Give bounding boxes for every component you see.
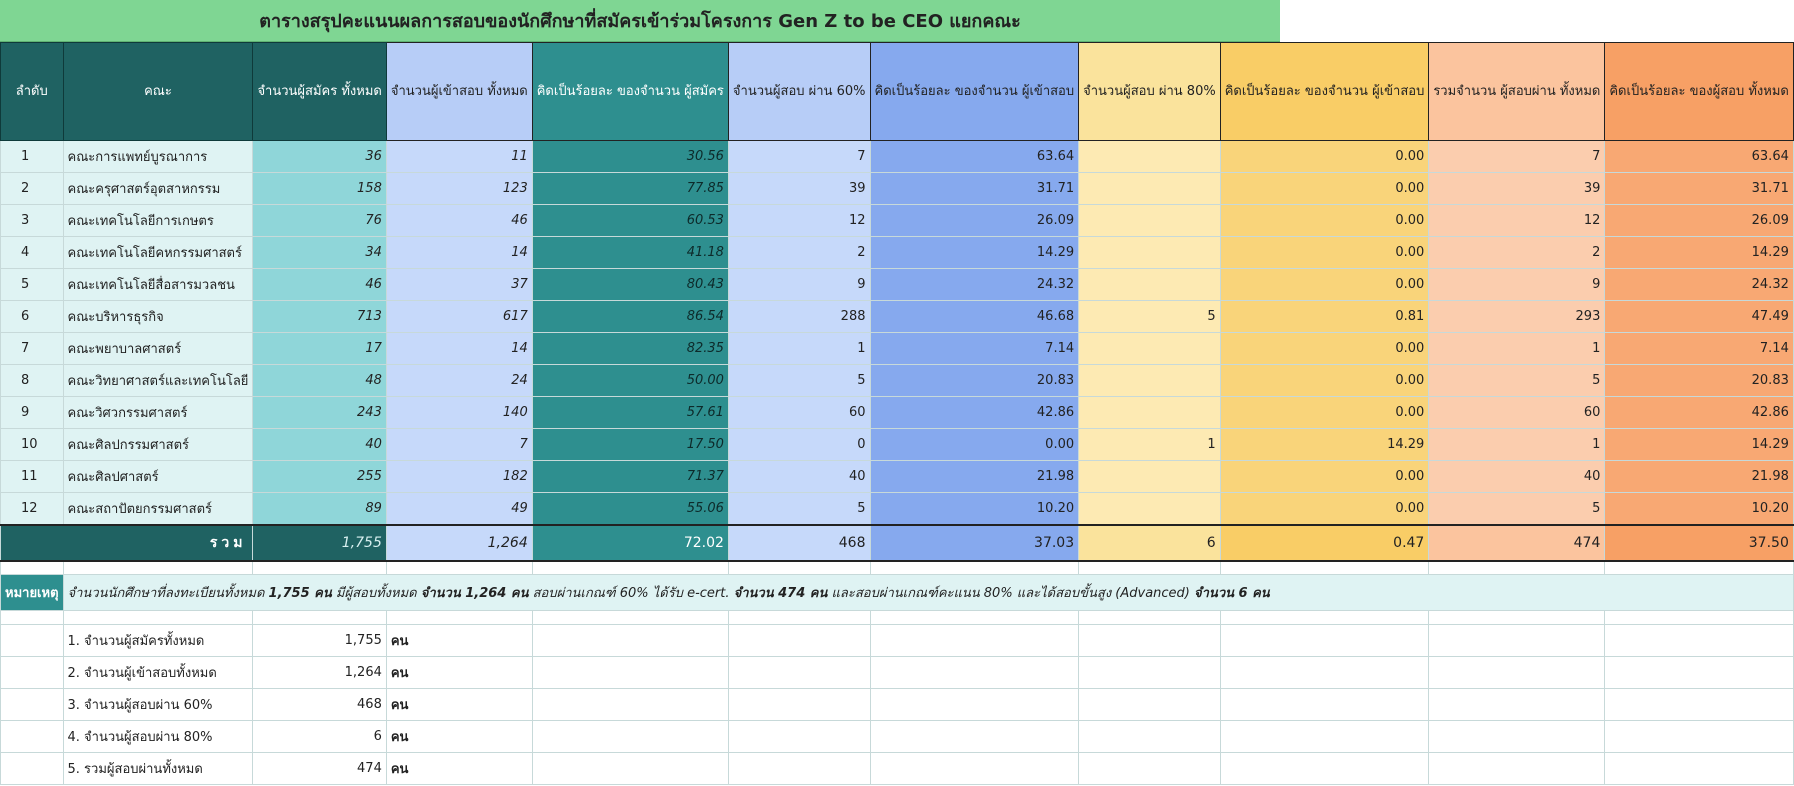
cell-idx[interactable]: 1 [1, 141, 64, 173]
cell-faculty[interactable]: คณะเทคโนโลยีสื่อสารมวลชน [63, 269, 253, 301]
cell-attendees[interactable]: 123 [386, 173, 532, 205]
cell-attendees[interactable]: 182 [386, 461, 532, 493]
cell-faculty[interactable]: คณะวิทยาศาสตร์และเทคโนโลยี [63, 365, 253, 397]
empty-cell[interactable] [1605, 561, 1794, 575]
cell-pct-pass80[interactable]: 0.00 [1220, 141, 1429, 173]
note-text-part: จำนวน 1,264 คน [420, 586, 529, 601]
cell-pct-pass60[interactable]: 14.29 [870, 237, 1079, 269]
cell-attendees[interactable]: 14 [386, 333, 532, 365]
cell-pct-pass60[interactable]: 7.14 [870, 333, 1079, 365]
summary-unit[interactable]: คน [386, 689, 532, 721]
cell-pct-applicants[interactable]: 82.35 [532, 333, 728, 365]
cell-applicants[interactable]: 34 [253, 237, 386, 269]
empty-cell[interactable] [1429, 753, 1605, 785]
table-row [1, 301, 1794, 333]
empty-cell[interactable] [1220, 689, 1429, 721]
summary-row [1, 753, 1794, 785]
cell-pass60[interactable]: 9 [728, 269, 870, 301]
empty-cell[interactable] [532, 657, 728, 689]
empty-cell[interactable] [870, 561, 1079, 575]
header-pct-total[interactable]: คิดเป็นร้อยละ ของผู้สอบ ทั้งหมด [1605, 43, 1794, 141]
note-text-part: สอบผ่านเกณฑ์ 60% ได้รับ e-cert. [528, 586, 734, 601]
summary-row [1, 657, 1794, 689]
cell-pct-applicants[interactable]: 60.53 [532, 205, 728, 237]
cell-total-pass[interactable]: 7 [1429, 141, 1605, 173]
header-pct-applicants[interactable]: คิดเป็นร้อยละ ของจำนวน ผู้สมัคร [532, 43, 728, 141]
cell-pass80[interactable]: 5 [1079, 301, 1221, 333]
empty-cell[interactable] [532, 561, 728, 575]
cell-pass60[interactable]: 288 [728, 301, 870, 333]
cell-attendees[interactable]: 140 [386, 397, 532, 429]
summary-value[interactable]: 1,755 [253, 625, 386, 657]
cell-idx[interactable]: 2 [1, 173, 64, 205]
note-text-part: จำนวน 474 คน [733, 586, 828, 601]
cell-pass80[interactable] [1079, 397, 1221, 429]
total-pct-pass60[interactable]: 37.03 [870, 525, 1079, 561]
table-row [1, 397, 1794, 429]
cell-pass60[interactable]: 7 [728, 141, 870, 173]
table-row [1, 237, 1794, 269]
summary-row [1, 721, 1794, 753]
table-row [1, 141, 1794, 173]
empty-cell[interactable] [1605, 689, 1794, 721]
sheet-title[interactable]: ตารางสรุปคะแนนผลการสอบของนักศึกษาที่สมัครเข้าร่วมโครงการ Gen Z to be CEO แยกคณะ [0, 0, 1280, 42]
cell-attendees[interactable]: 37 [386, 269, 532, 301]
cell-pct-pass80[interactable]: 0.00 [1220, 205, 1429, 237]
cell-faculty[interactable]: คณะพยาบาลศาสตร์ [63, 333, 253, 365]
cell-pct-total[interactable]: 21.98 [1605, 461, 1794, 493]
cell-pass60[interactable]: 0 [728, 429, 870, 461]
cell-attendees[interactable]: 24 [386, 365, 532, 397]
cell-pass60[interactable]: 60 [728, 397, 870, 429]
note-text-part: จำนวน 6 คน [1194, 586, 1270, 601]
cell-pct-pass80[interactable]: 14.29 [1220, 429, 1429, 461]
empty-cell[interactable] [386, 561, 532, 575]
empty-cell[interactable] [1, 721, 64, 753]
empty-cell[interactable] [532, 721, 728, 753]
empty-cell[interactable] [1220, 561, 1429, 575]
empty-cell[interactable] [1, 611, 64, 625]
total-pass60[interactable]: 468 [728, 525, 870, 561]
empty-cell[interactable] [1605, 625, 1794, 657]
empty-cell[interactable] [728, 561, 870, 575]
header-faculty[interactable]: คณะ [63, 43, 253, 141]
cell-total-pass[interactable]: 1 [1429, 429, 1605, 461]
cell-faculty[interactable]: คณะศิลปกรรมศาสตร์ [63, 429, 253, 461]
cell-pct-applicants[interactable]: 71.37 [532, 461, 728, 493]
cell-pct-pass60[interactable]: 63.64 [870, 141, 1079, 173]
cell-pct-pass80[interactable]: 0.00 [1220, 397, 1429, 429]
cell-pct-pass80[interactable]: 0.00 [1220, 365, 1429, 397]
cell-pct-total[interactable]: 7.14 [1605, 333, 1794, 365]
empty-cell[interactable] [1429, 561, 1605, 575]
empty-cell[interactable] [1079, 561, 1221, 575]
cell-pass80[interactable] [1079, 365, 1221, 397]
summary-value[interactable]: 468 [253, 689, 386, 721]
cell-pct-pass80[interactable]: 0.00 [1220, 493, 1429, 525]
note-label[interactable]: หมายเหตุ [1, 575, 64, 611]
empty-cell[interactable] [1429, 689, 1605, 721]
cell-pct-total[interactable]: 63.64 [1605, 141, 1794, 173]
cell-pct-applicants[interactable]: 30.56 [532, 141, 728, 173]
cell-idx[interactable]: 10 [1, 429, 64, 461]
cell-faculty[interactable]: คณะสถาปัตยกรรมศาสตร์ [63, 493, 253, 525]
cell-pct-total[interactable]: 10.20 [1605, 493, 1794, 525]
cell-pass80[interactable] [1079, 237, 1221, 269]
empty-cell[interactable] [532, 625, 728, 657]
empty-cell[interactable] [1429, 721, 1605, 753]
cell-pct-applicants[interactable]: 50.00 [532, 365, 728, 397]
table-row [1, 205, 1794, 237]
cell-attendees[interactable]: 49 [386, 493, 532, 525]
cell-pass60[interactable]: 5 [728, 365, 870, 397]
cell-applicants[interactable]: 76 [253, 205, 386, 237]
empty-cell[interactable] [1429, 611, 1605, 625]
empty-cell[interactable] [253, 611, 386, 625]
cell-pct-pass80[interactable]: 0.00 [1220, 269, 1429, 301]
cell-applicants[interactable]: 40 [253, 429, 386, 461]
note-text[interactable] [63, 575, 1793, 611]
cell-pct-total[interactable]: 26.09 [1605, 205, 1794, 237]
cell-pass80[interactable] [1079, 205, 1221, 237]
cell-pass60[interactable]: 39 [728, 173, 870, 205]
cell-pass60[interactable]: 40 [728, 461, 870, 493]
cell-total-pass[interactable]: 40 [1429, 461, 1605, 493]
header-attendees[interactable]: จำนวนผู้เข้าสอบ ทั้งหมด [386, 43, 532, 141]
empty-cell[interactable] [1605, 657, 1794, 689]
cell-pct-applicants[interactable]: 17.50 [532, 429, 728, 461]
empty-cell[interactable] [1429, 657, 1605, 689]
empty-cell[interactable] [1079, 657, 1221, 689]
note-text-part: จำนวนนักศึกษาที่ลงทะเบียนทั้งหมด [67, 586, 269, 601]
cell-attendees[interactable]: 46 [386, 205, 532, 237]
cell-total-pass[interactable]: 1 [1429, 333, 1605, 365]
cell-pass60[interactable]: 5 [728, 493, 870, 525]
empty-row [1, 611, 1794, 625]
header-pass80[interactable]: จำนวนผู้สอบ ผ่าน 80% [1079, 43, 1221, 141]
summary-value[interactable]: 6 [253, 721, 386, 753]
cell-pct-pass60[interactable]: 21.98 [870, 461, 1079, 493]
cell-pct-pass80[interactable]: 0.81 [1220, 301, 1429, 333]
cell-pct-total[interactable]: 14.29 [1605, 429, 1794, 461]
table-row [1, 365, 1794, 397]
cell-faculty[interactable]: คณะการแพทย์บูรณาการ [63, 141, 253, 173]
empty-cell[interactable] [728, 721, 870, 753]
summary-row [1, 689, 1794, 721]
summary-label[interactable]: 5. รวมผู้สอบผ่านทั้งหมด [63, 753, 253, 785]
empty-cell[interactable] [1220, 625, 1429, 657]
total-total-pass[interactable]: 474 [1429, 525, 1605, 561]
cell-applicants[interactable]: 46 [253, 269, 386, 301]
cell-pct-total[interactable]: 42.86 [1605, 397, 1794, 429]
summary-unit[interactable]: คน [386, 625, 532, 657]
total-applicants[interactable]: 1,755 [253, 525, 386, 561]
header-row [1, 43, 1794, 141]
header-applicants[interactable]: จำนวนผู้สมัคร ทั้งหมด [253, 43, 386, 141]
summary-unit[interactable]: คน [386, 721, 532, 753]
empty-cell[interactable] [253, 561, 386, 575]
cell-applicants[interactable]: 713 [253, 301, 386, 333]
cell-faculty[interactable]: คณะเทคโนโลยีการเกษตร [63, 205, 253, 237]
cell-idx[interactable]: 11 [1, 461, 64, 493]
cell-pct-pass80[interactable]: 0.00 [1220, 333, 1429, 365]
cell-faculty[interactable]: คณะบริหารธุรกิจ [63, 301, 253, 333]
empty-cell[interactable] [1220, 721, 1429, 753]
cell-idx[interactable]: 9 [1, 397, 64, 429]
cell-applicants[interactable]: 89 [253, 493, 386, 525]
empty-cell[interactable] [1, 689, 64, 721]
note-text-part: และสอบผ่านเกณฑ์คะแนน 80% และได้สอบขั้นสูง (Advanced) [827, 586, 1195, 601]
note-text-part: มีผู้สอบทั้งหมด [331, 586, 421, 601]
cell-pct-applicants[interactable]: 86.54 [532, 301, 728, 333]
score-table [0, 42, 1794, 785]
summary-label[interactable]: 2. จำนวนผู้เข้าสอบทั้งหมด [63, 657, 253, 689]
summary-label[interactable]: 1. จำนวนผู้สมัครทั้งหมด [63, 625, 253, 657]
cell-pct-total[interactable]: 31.71 [1605, 173, 1794, 205]
empty-cell[interactable] [63, 561, 253, 575]
empty-cell[interactable] [728, 753, 870, 785]
empty-cell[interactable] [1605, 753, 1794, 785]
total-attendees[interactable]: 1,264 [386, 525, 532, 561]
empty-cell[interactable] [1, 561, 64, 575]
cell-pass60[interactable]: 1 [728, 333, 870, 365]
summary-unit[interactable]: คน [386, 753, 532, 785]
header-total-pass[interactable]: รวมจำนวน ผู้สอบผ่าน ทั้งหมด [1429, 43, 1605, 141]
cell-pct-pass60[interactable]: 0.00 [870, 429, 1079, 461]
cell-pass80[interactable] [1079, 269, 1221, 301]
cell-idx[interactable]: 6 [1, 301, 64, 333]
cell-faculty[interactable]: คณะครุศาสตร์อุตสาหกรรม [63, 173, 253, 205]
cell-faculty[interactable]: คณะวิศวกรรมศาสตร์ [63, 397, 253, 429]
cell-pct-pass60[interactable]: 20.83 [870, 365, 1079, 397]
empty-cell[interactable] [1, 657, 64, 689]
empty-cell[interactable] [870, 625, 1079, 657]
cell-pass80[interactable]: 1 [1079, 429, 1221, 461]
cell-pct-pass80[interactable]: 0.00 [1220, 173, 1429, 205]
cell-pct-pass60[interactable]: 46.68 [870, 301, 1079, 333]
table-row [1, 461, 1794, 493]
cell-total-pass[interactable]: 5 [1429, 365, 1605, 397]
cell-pct-applicants[interactable]: 55.06 [532, 493, 728, 525]
cell-attendees[interactable]: 11 [386, 141, 532, 173]
empty-cell[interactable] [1079, 721, 1221, 753]
summary-unit[interactable]: คน [386, 657, 532, 689]
empty-cell[interactable] [1079, 689, 1221, 721]
empty-cell[interactable] [1429, 625, 1605, 657]
cell-pct-total[interactable]: 47.49 [1605, 301, 1794, 333]
cell-total-pass[interactable]: 293 [1429, 301, 1605, 333]
cell-total-pass[interactable]: 5 [1429, 493, 1605, 525]
table-row [1, 429, 1794, 461]
summary-value[interactable]: 474 [253, 753, 386, 785]
cell-total-pass[interactable]: 60 [1429, 397, 1605, 429]
empty-cell[interactable] [1220, 611, 1429, 625]
total-pass80[interactable]: 6 [1079, 525, 1221, 561]
cell-pass60[interactable]: 2 [728, 237, 870, 269]
note-text-part: 1,755 คน [268, 586, 332, 601]
cell-applicants[interactable]: 158 [253, 173, 386, 205]
empty-cell[interactable] [870, 753, 1079, 785]
empty-cell[interactable] [870, 721, 1079, 753]
cell-pct-total[interactable]: 24.32 [1605, 269, 1794, 301]
empty-cell[interactable] [532, 689, 728, 721]
cell-pct-applicants[interactable]: 80.43 [532, 269, 728, 301]
empty-cell[interactable] [1605, 721, 1794, 753]
empty-cell[interactable] [728, 611, 870, 625]
cell-pct-pass60[interactable]: 10.20 [870, 493, 1079, 525]
cell-applicants[interactable]: 255 [253, 461, 386, 493]
cell-pct-pass80[interactable]: 0.00 [1220, 237, 1429, 269]
cell-pct-total[interactable]: 20.83 [1605, 365, 1794, 397]
empty-cell[interactable] [1079, 625, 1221, 657]
empty-cell[interactable] [728, 657, 870, 689]
cell-total-pass[interactable]: 9 [1429, 269, 1605, 301]
cell-idx[interactable]: 8 [1, 365, 64, 397]
total-row [1, 525, 1794, 561]
cell-total-pass[interactable]: 12 [1429, 205, 1605, 237]
header-pct-pass80[interactable]: คิดเป็นร้อยละ ของจำนวน ผู้เข้าสอบ [1220, 43, 1429, 141]
empty-cell[interactable] [1079, 611, 1221, 625]
empty-cell[interactable] [1605, 611, 1794, 625]
empty-cell[interactable] [1, 753, 64, 785]
cell-pct-pass60[interactable]: 26.09 [870, 205, 1079, 237]
cell-idx[interactable]: 5 [1, 269, 64, 301]
empty-cell[interactable] [63, 611, 253, 625]
cell-pass60[interactable]: 12 [728, 205, 870, 237]
cell-attendees[interactable]: 14 [386, 237, 532, 269]
cell-faculty[interactable]: คณะศิลปศาสตร์ [63, 461, 253, 493]
total-pct-total[interactable]: 37.50 [1605, 525, 1794, 561]
empty-cell[interactable] [870, 657, 1079, 689]
header-pct-pass60[interactable]: คิดเป็นร้อยละ ของจำนวน ผู้เข้าสอบ [870, 43, 1079, 141]
empty-cell[interactable] [532, 611, 728, 625]
cell-pass80[interactable] [1079, 493, 1221, 525]
cell-total-pass[interactable]: 39 [1429, 173, 1605, 205]
summary-label[interactable]: 3. จำนวนผู้สอบผ่าน 60% [63, 689, 253, 721]
cell-idx[interactable]: 4 [1, 237, 64, 269]
empty-cell[interactable] [1079, 753, 1221, 785]
cell-pct-pass60[interactable]: 42.86 [870, 397, 1079, 429]
cell-applicants[interactable]: 243 [253, 397, 386, 429]
total-label[interactable]: รวม [1, 525, 253, 561]
cell-faculty[interactable]: คณะเทคโนโลยีคหกรรมศาสตร์ [63, 237, 253, 269]
cell-pct-applicants[interactable]: 41.18 [532, 237, 728, 269]
cell-pct-applicants[interactable]: 57.61 [532, 397, 728, 429]
cell-applicants[interactable]: 48 [253, 365, 386, 397]
cell-pct-pass60[interactable]: 31.71 [870, 173, 1079, 205]
cell-pass80[interactable] [1079, 461, 1221, 493]
total-pct-applicants[interactable]: 72.02 [532, 525, 728, 561]
empty-cell[interactable] [532, 753, 728, 785]
cell-pass80[interactable] [1079, 173, 1221, 205]
note-row [1, 575, 1794, 611]
cell-idx[interactable]: 12 [1, 493, 64, 525]
summary-value[interactable]: 1,264 [253, 657, 386, 689]
cell-applicants[interactable]: 17 [253, 333, 386, 365]
empty-cell[interactable] [870, 689, 1079, 721]
empty-cell[interactable] [728, 689, 870, 721]
cell-attendees[interactable]: 7 [386, 429, 532, 461]
cell-pct-pass60[interactable]: 24.32 [870, 269, 1079, 301]
table-row [1, 269, 1794, 301]
empty-cell[interactable] [1220, 657, 1429, 689]
empty-cell[interactable] [870, 611, 1079, 625]
cell-pct-applicants[interactable]: 77.85 [532, 173, 728, 205]
empty-cell[interactable] [728, 625, 870, 657]
cell-pct-pass80[interactable]: 0.00 [1220, 461, 1429, 493]
total-pct-pass80[interactable]: 0.47 [1220, 525, 1429, 561]
empty-cell[interactable] [1, 625, 64, 657]
cell-pct-total[interactable]: 14.29 [1605, 237, 1794, 269]
cell-total-pass[interactable]: 2 [1429, 237, 1605, 269]
cell-idx[interactable]: 3 [1, 205, 64, 237]
summary-row [1, 625, 1794, 657]
cell-idx[interactable]: 7 [1, 333, 64, 365]
table-row [1, 493, 1794, 525]
empty-cell[interactable] [1220, 753, 1429, 785]
cell-applicants[interactable]: 36 [253, 141, 386, 173]
cell-pass80[interactable] [1079, 141, 1221, 173]
header-pass60[interactable]: จำนวนผู้สอบ ผ่าน 60% [728, 43, 870, 141]
cell-pass80[interactable] [1079, 333, 1221, 365]
table-row [1, 173, 1794, 205]
table-row [1, 333, 1794, 365]
empty-cell[interactable] [386, 611, 532, 625]
header-idx[interactable]: ลำดับ [1, 43, 64, 141]
summary-label[interactable]: 4. จำนวนผู้สอบผ่าน 80% [63, 721, 253, 753]
empty-row [1, 561, 1794, 575]
cell-attendees[interactable]: 617 [386, 301, 532, 333]
